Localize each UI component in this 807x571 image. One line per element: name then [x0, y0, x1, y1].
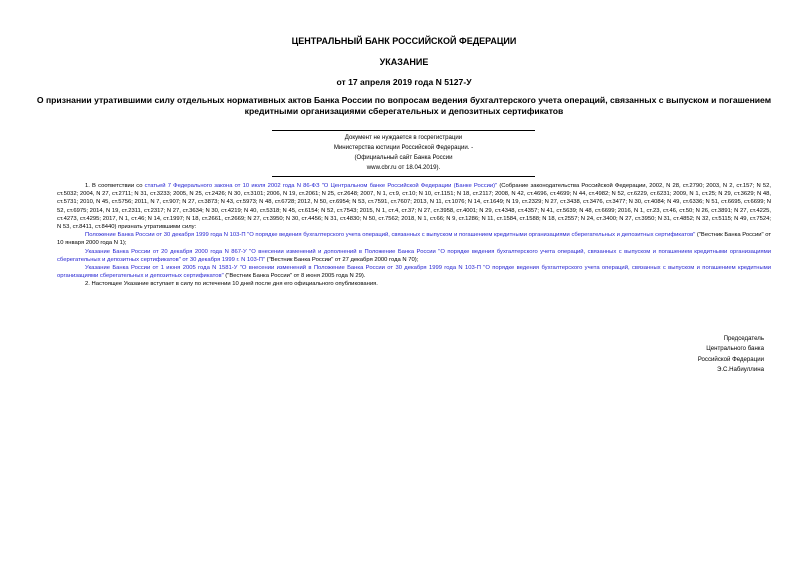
repealed-act-source: ("Вестник Банка России" от 27 декабря 2000 года N 70);: [265, 256, 419, 263]
note-top-divider: [272, 130, 535, 131]
federal-law-link[interactable]: статьей 7 Федерального закона от 10 июля 2002 года N 86-ФЗ "О Центральном банке Российской Федерации (Банке России)": [144, 183, 498, 189]
clause-2: 2. Настоящее Указание вступает в силу по истечении 10 дней после дня его официального опубликования.: [85, 281, 378, 288]
clause-1: [57, 182, 771, 231]
regulation-103p-link[interactable]: Положение Банка России от 30 декабря 1999 года N 103-П "О порядке ведения бухгалтерского учета операций, связанных с выпуском и погашением кредитными организациями сберегательных и депозитных сертификатов": [85, 232, 696, 239]
repealed-act-source: ("Вестник Банка России" от 8 июня 2005 года N 29).: [223, 273, 366, 280]
signature-block: [698, 334, 764, 376]
signatory-name: Э.С.Набиуллина: [716, 366, 764, 374]
registration-note-line: www.cbr.ru от 18.04.2019).: [366, 164, 441, 171]
signature-line: Российской Федерации: [697, 355, 764, 363]
document-body: [57, 182, 771, 289]
directive-1581u-link[interactable]: Указание Банка России от 1 июня 2005 года N 1581-У "О внесении изменений в Положение Банка России от 30 декабря 1999 года N 103-П "О порядке ведения бухгалтерского учета операций, связанных с выпуском и погашением кредитными организациями сберегательных и депозитных сертификатов": [57, 265, 771, 280]
issuer-heading: ЦЕНТРАЛЬНЫЙ БАНК РОССИЙСКОЙ ФЕДЕРАЦИИ: [291, 36, 517, 46]
clause-1-prefix: 1. В соответствии со: [85, 183, 145, 189]
repealed-act-item: [57, 264, 771, 280]
registration-note-line: (Официальный сайт Банка России: [354, 154, 453, 161]
signature-line: Председатель: [723, 335, 764, 342]
registration-note-line: Министерства юстиции Российской Федерации. -: [333, 144, 474, 151]
document-title: О признании утратившими силу отдельных нормативных актов Банка России по вопросам ведения бухгалтерского учета операций, связанных с выпуском и погашением кредитными организациями сберегательных и депозитных сертификатов: [36, 95, 772, 116]
repealed-act-item: [57, 231, 771, 247]
document-date-number: от 17 апреля 2019 года N 5127-У: [336, 77, 472, 87]
registration-note: [246, 133, 561, 173]
repealed-act-item: [57, 248, 771, 264]
document-type-heading: УКАЗАНИЕ: [379, 57, 429, 67]
directive-867u-link[interactable]: Указание Банка России от 20 декабря 2000 года N 867-У "О внесении изменений и дополнений в Положение Банка России "О порядке ведения бухгалтерского учета операций, связанных с выпуском и погашением кредитными организациями сберегательных и депозитных сертификатов" от 30 декабря 1999 г. N 103-П": [57, 248, 771, 263]
signature-line: Центрального банка: [706, 345, 764, 353]
repealed-act-source: ("Вестник Банка России" от 10 января 2000 года N 1);: [57, 232, 771, 247]
clause-1-text: (Собрание законодательства Российской Федерации, 2002, N 28, ст.2790; 2003, N 2, ст.157; N 52, ст.5032; 2004, N 27, ст.2711; N 31, ст.3233; 2005, N 25, ст.2426; N 30, ст.3101; 2006, N 19, ст.2061; N 25, ст.2648; 2007, N 1, ст.9, ст.10; N 10, ст.1151; N 18, ст.2117; 2008, N 42, ст.4696, ст.4699; N 44, ст.4982; N 52, ст.6229, ст.6231; 2009, N 1, ст.25; N 29, ст.3629; N 48, ст.5731; 2010, N 45, ст.5756; 2011, N 7, ст.907; N 27, ст.3873; N 43, ст.5973; N 48, ст.6728; 2012, N 50, ст.6954; N 53, ст.7591, ст.7607; 2013, N 11, ст.1076; N 14, ст.1649; N 19, ст.2329; N 27, ст.3438, ст.3476, ст.3477; N 30, ст.4084; N 49, ст.6336; N 51, ст.6695, ст.6699; N 52, ст.6975; 2014, N 19, ст.2311, ст.2317; N 27, ст.3634; N 30, ст.4219; N 40, ст.5318; N 45, ст.6154; N 52, ст.7543; 2015, N 1, ст.4, ст.37; N 27, ст.3958, ст.4001; N 29, ст.4348, ст.4357; N 41, ст.5639; N 48, ст.6699; 2016, N 1, ст.23, ст.46, ст.50; N 26, ст.3891; N 27, ст.4225, ст.4273, ст.4295; 2017, N 1, ст.46; N 14, ст.1997; N 18, ст.2661, ст.2669; N 27, ст.3950; N 30, ст.4456; N 31, ст.4830; N 50, ст.7562; 2018, N 1, ст.66; N 9, ст.1286; N 11, ст.1584, ст.1588; N 18, ст.2557; N 24, ст.3400; N 27, ст.3950; N 31, ст.4852; N 32, ст.5115; N 49, ст.7524; N 53, ст.8411, ст.8440) признать утратившими силу:: [57, 183, 771, 231]
registration-note-line: Документ не нуждается в госрегистрации: [344, 134, 463, 141]
note-bottom-divider: [272, 176, 535, 177]
